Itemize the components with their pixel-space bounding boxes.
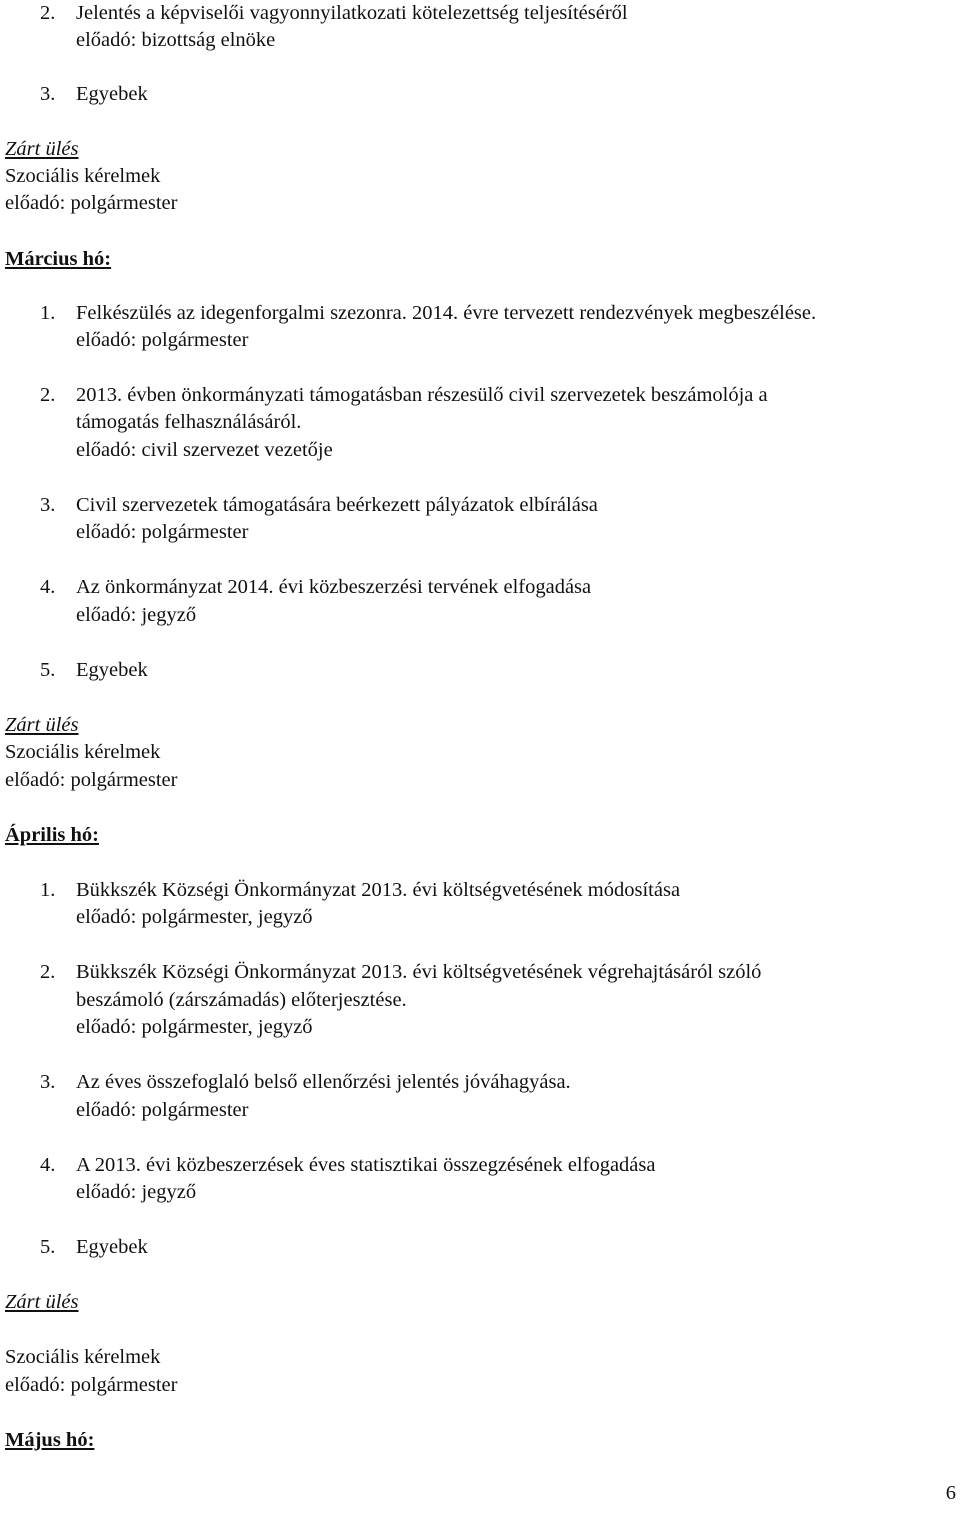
closed-session-presenter: előadó: polgármester xyxy=(5,1374,178,1396)
item-presenter: előadó: jegyző xyxy=(76,604,197,626)
item-text: Az önkormányzat 2014. évi közbeszerzési tervének elfogadása xyxy=(76,576,592,598)
item-number: 2. xyxy=(40,961,56,983)
closed-session-title: Szociális kérelmek xyxy=(5,165,161,187)
item-number: 4. xyxy=(40,576,56,598)
item-text: Az éves összefoglaló belső ellenőrzési jelentés jóváhagyása. xyxy=(76,1071,571,1093)
item-presenter: előadó: civil szervezet vezetője xyxy=(76,439,333,461)
closed-session-presenter: előadó: polgármester xyxy=(5,192,178,214)
item-text: Felkészülés az idegenforgalmi szezonra. 2014. évre tervezett rendezvények megbeszélése. xyxy=(76,302,817,324)
item-presenter: előadó: polgármester xyxy=(76,521,249,543)
closed-session-presenter: előadó: polgármester xyxy=(5,769,178,791)
month-heading-april: Április hó: xyxy=(5,824,99,846)
item-presenter: előadó: polgármester xyxy=(76,1099,249,1121)
month-heading-march: Március hó: xyxy=(5,248,112,270)
item-presenter: előadó: polgármester, jegyző xyxy=(76,906,313,928)
item-number: 1. xyxy=(40,879,56,901)
item-number: 4. xyxy=(40,1154,56,1176)
item-number: 3. xyxy=(40,1071,56,1093)
item-presenter: előadó: polgármester xyxy=(76,329,249,351)
item-text: Egyebek xyxy=(76,659,148,681)
item-number: 5. xyxy=(40,1236,56,1258)
closed-session-heading: Zárt ülés xyxy=(5,1291,79,1313)
month-heading-may: Május hó: xyxy=(5,1429,95,1451)
item-text: Jelentés a képviselői vagyonnyilatkozati kötelezettség teljesítéséről xyxy=(76,2,628,24)
item-text-continued: beszámoló (zárszámadás) előterjesztése. xyxy=(76,989,407,1011)
item-text: Bükkszék Községi Önkormányzat 2013. évi költségvetésének végrehajtásáról szóló xyxy=(76,961,762,983)
item-text-continued: támogatás felhasználásáról. xyxy=(76,411,302,433)
item-text: Civil szervezetek támogatására beérkezett pályázatok elbírálása xyxy=(76,494,598,516)
item-number: 2. xyxy=(40,2,56,24)
item-number: 5. xyxy=(40,659,56,681)
item-presenter: előadó: jegyző xyxy=(76,1181,197,1203)
item-text: 2013. évben önkormányzati támogatásban részesülő civil szervezetek beszámolója a xyxy=(76,384,768,406)
item-number: 1. xyxy=(40,302,56,324)
closed-session-heading: Zárt ülés xyxy=(5,138,79,160)
item-number: 2. xyxy=(40,384,56,406)
closed-session-title: Szociális kérelmek xyxy=(5,1346,161,1368)
item-presenter: előadó: polgármester, jegyző xyxy=(76,1016,313,1038)
item-presenter: előadó: bizottság elnöke xyxy=(76,29,276,51)
item-text: A 2013. évi közbeszerzések éves statisztikai összegzésének elfogadása xyxy=(76,1154,656,1176)
item-number: 3. xyxy=(40,83,56,105)
page-number: 6 xyxy=(945,1482,956,1504)
item-text: Egyebek xyxy=(76,1236,148,1258)
closed-session-heading: Zárt ülés xyxy=(5,714,79,736)
item-text: Bükkszék Községi Önkormányzat 2013. évi költségvetésének módosítása xyxy=(76,879,681,901)
item-text: Egyebek xyxy=(76,83,148,105)
closed-session-title: Szociális kérelmek xyxy=(5,741,161,763)
item-number: 3. xyxy=(40,494,56,516)
